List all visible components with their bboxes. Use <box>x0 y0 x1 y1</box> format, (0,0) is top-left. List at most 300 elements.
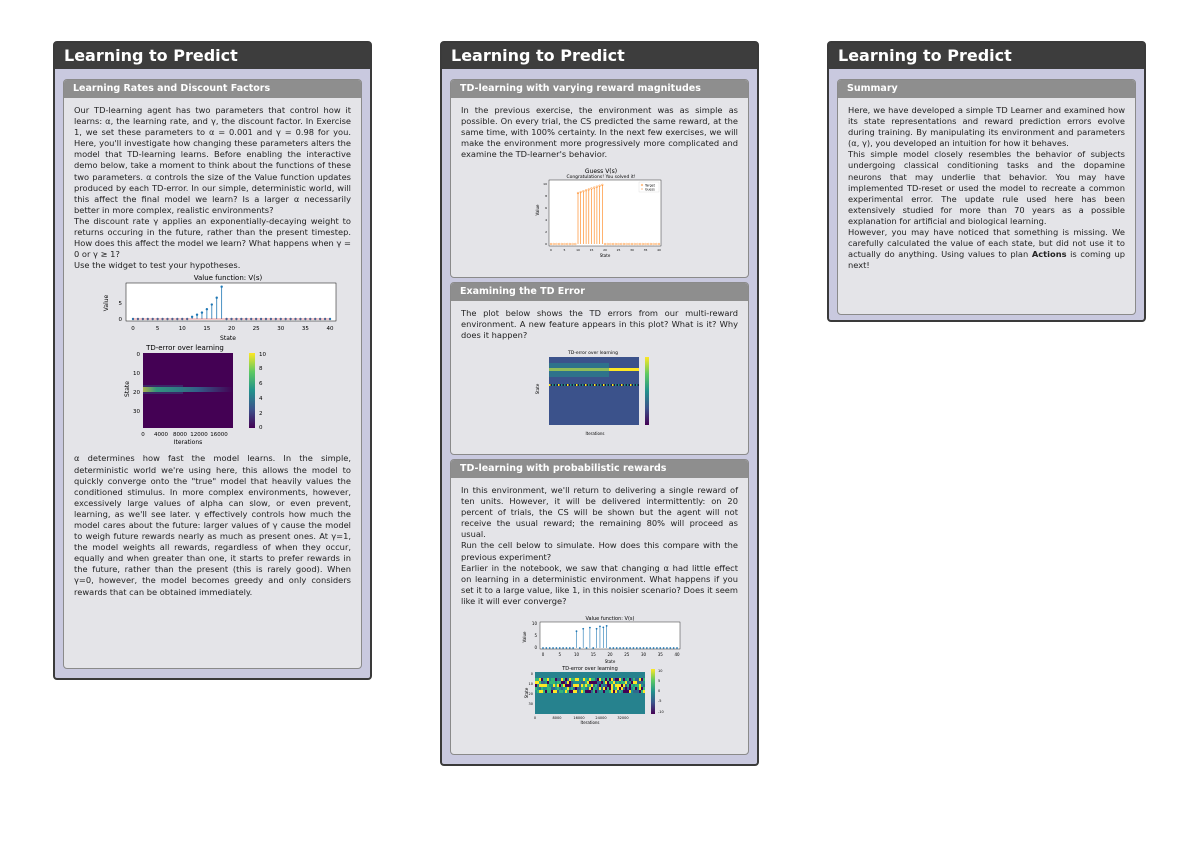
heatmap-cell <box>575 681 577 684</box>
heatmap-cell <box>595 690 597 693</box>
heatmap-cell <box>617 681 619 684</box>
heatmap-cell <box>599 678 601 681</box>
heatmap-cell <box>615 687 617 690</box>
heatmap-cell <box>541 681 543 684</box>
heatmap-cell <box>563 684 565 687</box>
box-title: Learning Rates and Discount Factors <box>64 80 361 98</box>
x-axis-label: Iterations <box>173 439 202 447</box>
heatmap-cell <box>535 684 537 687</box>
td-error-multi-figure <box>535 349 665 437</box>
heatmap-dash <box>606 384 608 386</box>
heatmap-cell <box>637 684 639 687</box>
heatmap-cell <box>591 690 593 693</box>
heatmap-dash <box>630 384 632 386</box>
heatmap-cell <box>551 678 553 681</box>
heatmap-cell <box>625 684 627 687</box>
box-title: TD-learning with probabilistic rewards <box>451 460 748 478</box>
heatmap-cell <box>605 687 607 690</box>
value-marker <box>645 647 647 649</box>
value-marker <box>662 647 664 649</box>
heatmap-cell <box>613 678 615 681</box>
heatmap-cell <box>601 687 603 690</box>
heatmap-cell <box>589 684 591 687</box>
heatmap-cell <box>599 690 601 693</box>
x-tick: 35 <box>643 248 647 253</box>
heatmap-cell <box>607 690 609 693</box>
colorbar <box>249 353 255 428</box>
paragraph-text: However, you may have noticed that something is missing. We carefully calculated the value of each state, but did not use it to actually do anything. Using values to plan <box>848 227 1125 260</box>
heatmap-cell <box>581 690 583 693</box>
value-marker <box>548 647 550 649</box>
y-tick: 0 <box>118 317 122 324</box>
heatmap-dash <box>627 384 629 386</box>
heatmap-cell <box>559 690 561 693</box>
value-marker <box>672 647 674 649</box>
heatmap-cell <box>579 687 581 690</box>
heatmap-cell <box>537 681 539 684</box>
heatmap-cell <box>633 678 635 681</box>
value-marker <box>639 647 641 649</box>
x-tick: 5 <box>557 652 561 658</box>
x-tick: 20 <box>227 326 235 333</box>
heatmap-cell <box>559 684 561 687</box>
heatmap-glow <box>143 385 183 394</box>
heatmap-cell <box>535 681 537 684</box>
heatmap-cell <box>591 684 593 687</box>
heatmap-dash <box>585 384 587 386</box>
heatmap-cell <box>539 684 541 687</box>
x-tick: 15 <box>590 652 596 658</box>
x-tick: 10 <box>573 652 579 658</box>
heatmap-dash <box>573 384 575 386</box>
heatmap-band-glow <box>549 363 609 377</box>
heatmap-cell <box>593 681 595 684</box>
colorbar-tick: -10 <box>657 710 664 715</box>
heatmap-cell <box>611 678 613 681</box>
heatmap-cell <box>593 678 595 681</box>
heatmap-cell <box>583 684 585 687</box>
column-1 <box>53 41 372 680</box>
heatmap-dash <box>561 384 563 386</box>
heatmap-cell <box>597 678 599 681</box>
heatmap-cell <box>625 690 627 693</box>
heatmap-cell <box>643 678 645 681</box>
heatmap-cell <box>629 681 631 684</box>
heatmap-dash <box>633 384 635 386</box>
heatmap-cell <box>617 687 619 690</box>
heatmap-cell <box>597 687 599 690</box>
heatmap-cell <box>563 687 565 690</box>
heatmap-cell <box>571 678 573 681</box>
heatmap-cell <box>641 681 643 684</box>
value-marker <box>552 647 554 649</box>
heatmap-cell <box>587 678 589 681</box>
value-marker <box>542 647 544 649</box>
value-marker <box>555 647 557 649</box>
paragraph: In the previous exercise, the environment was as simple as possible. On every trial, the CS predicted the same reward, at the same time, with 100% certainty. In the next few exercises, we will make the environment more progressively more complicated and examine the TD-learner's behavior. <box>461 105 738 160</box>
paragraph: Use the widget to test your hypotheses. <box>74 260 241 271</box>
heatmap-cell <box>581 687 583 690</box>
heatmap-cell <box>559 678 561 681</box>
value-marker <box>619 647 621 649</box>
heatmap-cell <box>631 687 633 690</box>
heatmap-cell <box>625 681 627 684</box>
x-tick: 10 <box>178 326 186 333</box>
heatmap-cell <box>637 681 639 684</box>
heatmap-cell <box>641 678 643 681</box>
heatmap-cell <box>547 678 549 681</box>
heatmap-cell <box>591 687 593 690</box>
heatmap-dash <box>594 384 596 386</box>
heatmap-dash <box>549 384 551 386</box>
heatmap-cell <box>543 678 545 681</box>
heatmap-cell <box>547 681 549 684</box>
paragraph-tail: is coming up next! <box>848 249 1125 271</box>
colorbar-tick: 2 <box>258 411 262 418</box>
heatmap-cell <box>551 684 553 687</box>
value-marker <box>609 647 611 649</box>
heatmap-cell <box>615 678 617 681</box>
heatmap-cell <box>553 687 555 690</box>
x-tick: 16000 <box>209 432 228 439</box>
value-marker <box>625 647 627 649</box>
value-marker <box>205 308 207 310</box>
value-marker <box>575 630 577 632</box>
x-tick: 25 <box>616 248 620 253</box>
heatmap-cell <box>571 690 573 693</box>
x-tick: 40 <box>326 326 333 333</box>
bold-word: Actions <box>1031 249 1067 260</box>
heatmap-cell <box>619 687 621 690</box>
figure-title: Value function: V(s) <box>585 616 634 623</box>
value-marker <box>622 647 624 649</box>
heatmap-cell <box>585 681 587 684</box>
x-tick: 32000 <box>616 716 629 721</box>
colorbar-tick: -5 <box>657 699 661 704</box>
heatmap-cell <box>621 681 623 684</box>
x-tick: 40 <box>656 248 661 253</box>
heatmap-cell <box>559 681 561 684</box>
heatmap-dash <box>582 384 584 386</box>
y-tick: 20 <box>132 390 140 397</box>
x-tick: 8000 <box>552 716 561 721</box>
column-title: Learning to Predict <box>442 43 757 69</box>
x-tick: 15 <box>202 326 210 333</box>
paragraph: Run the cell below to simulate. How does this compare with the previous experiment? <box>461 540 738 562</box>
probabilistic-reward-box <box>450 459 749 755</box>
value-marker <box>578 647 580 649</box>
heatmap-cell <box>561 678 563 681</box>
td-error-box <box>450 282 749 455</box>
heatmap-cell <box>641 690 643 693</box>
value-marker <box>200 312 202 314</box>
heatmap-cell <box>609 690 611 693</box>
heatmap-cell <box>625 678 627 681</box>
x-tick: 35 <box>301 326 309 333</box>
figure-subtitle: Congratulations! You solved it! <box>565 175 636 181</box>
x-tick: 0 <box>549 248 552 253</box>
heatmap-cell <box>595 687 597 690</box>
heatmap-cell <box>583 681 585 684</box>
heatmap-cell <box>629 678 631 681</box>
heatmap-dash <box>636 384 638 386</box>
heatmap-dash <box>558 384 560 386</box>
column-3 <box>827 41 1146 322</box>
x-tick: 4000 <box>153 432 168 439</box>
colorbar-tick: 5 <box>657 679 660 684</box>
heatmap-cell <box>623 684 625 687</box>
heatmap-cell <box>619 681 621 684</box>
value-marker <box>599 626 601 628</box>
heatmap-cell <box>597 690 599 693</box>
heatmap-cell <box>619 690 621 693</box>
heatmap-cell <box>567 687 569 690</box>
heatmap-cell <box>607 684 609 687</box>
heatmap-cell <box>575 687 577 690</box>
value-marker <box>592 647 594 649</box>
heatmap-cell <box>569 687 571 690</box>
x-axis-label: Iterations <box>579 720 600 726</box>
y-tick: 5 <box>533 633 537 639</box>
heatmap-cell <box>603 678 605 681</box>
heatmap-cell <box>635 681 637 684</box>
heatmap-cell <box>539 681 541 684</box>
y-tick: 5 <box>118 301 122 308</box>
heatmap-cell <box>615 684 617 687</box>
heatmap-dash <box>570 384 572 386</box>
heatmap-cell <box>633 684 635 687</box>
y-tick: 30 <box>132 409 140 416</box>
heatmap-cell <box>551 687 553 690</box>
legend-label: Guess <box>644 187 655 192</box>
heatmap-cell <box>597 684 599 687</box>
figure-title: TD-error over learning <box>145 344 224 353</box>
heatmap-cell <box>583 678 585 681</box>
heatmap-cell <box>607 678 609 681</box>
column-2 <box>440 41 759 766</box>
heatmap-cell <box>545 681 547 684</box>
heatmap-cell <box>627 678 629 681</box>
box-title: Summary <box>838 80 1135 98</box>
heatmap-cell <box>611 687 613 690</box>
heatmap-cell <box>549 678 551 681</box>
heatmap-cell <box>577 687 579 690</box>
heatmap-cell <box>579 678 581 681</box>
heatmap-cell <box>605 678 607 681</box>
heatmap-cell <box>601 684 603 687</box>
heatmap-cell <box>549 681 551 684</box>
heatmap-cell <box>547 687 549 690</box>
x-tick: 30 <box>629 248 634 253</box>
heatmap-cell <box>559 687 561 690</box>
heatmap-cell <box>605 690 607 693</box>
heatmap-dash <box>615 384 617 386</box>
heatmap-cell <box>571 684 573 687</box>
heatmap-cell <box>589 681 591 684</box>
heatmap-cell <box>595 678 597 681</box>
paragraph: Our TD-learning agent has two parameters that control how it learns: α, the learning rate, and γ, the discount factor. In Exercise 1, we set these parameters to α = 0.001 and γ = 0.98 for you. Here, you'll investigate how changing these parameters alters the model that TD-learning learns. Before enabling the interactive demo below, take a moment to think about the functions of these two parameters. α controls the size of the Value function updates produced by each TD-error. In our simple, deterministic world, will this affect the final model we learn? Is a larger α necessarily better in more complex, realistic environments? <box>74 105 351 215</box>
heatmap-dash <box>588 384 590 386</box>
x-tick: 15 <box>589 248 593 253</box>
heatmap-cell <box>535 678 537 681</box>
heatmap-cell <box>553 678 555 681</box>
heatmap-cell <box>643 687 645 690</box>
heatmap-cell <box>571 687 573 690</box>
heatmap-cell <box>593 687 595 690</box>
figure-title: Value function: V(s) <box>193 274 262 283</box>
heatmap-cell <box>575 684 577 687</box>
heatmap-cell <box>567 690 569 693</box>
y-axis-label: State <box>523 687 529 699</box>
heatmap-cell <box>545 690 547 693</box>
heatmap-cell <box>623 678 625 681</box>
value-marker <box>568 647 570 649</box>
figure-title: Guess V(s) <box>584 168 617 176</box>
heatmap-dash <box>579 384 581 386</box>
heatmap-cell <box>569 681 571 684</box>
heatmap-cell <box>635 690 637 693</box>
heatmap-cell <box>557 684 559 687</box>
heatmap-cell <box>587 690 589 693</box>
heatmap-cell <box>537 690 539 693</box>
td-error-heatmap-figure <box>123 343 303 447</box>
y-tick: 10 <box>531 621 537 627</box>
heatmap-cell <box>569 678 571 681</box>
paragraph <box>848 227 1125 271</box>
heatmap-cell <box>633 687 635 690</box>
paragraph: Earlier in the notebook, we saw that changing α had little effect on learning in a deterministic environment. What happens if you set it to a large value, like 1, in this noisier scenario? Does it seem like it will ever converge? <box>461 562 738 606</box>
heatmap-cell <box>643 690 645 693</box>
paragraph: The plot below shows the TD errors from our multi-reward environment. A new feature appears in this plot? What is it? Why does it happen? <box>461 308 738 341</box>
heatmap-cell <box>619 684 621 687</box>
heatmap-cell <box>549 690 551 693</box>
paragraph: This simple model closely resembles the behavior of subjects undergoing classical conditioning tasks and the dopamine neurons that may underlie that behavior. You may have implemented TD-reset or used the model to recreate a common experimental error. The update rule used here has been extensively studied for more than 70 years as a possible explanation for artificial and biological learning. <box>848 149 1125 226</box>
value-marker <box>210 304 212 306</box>
heatmap-cell <box>623 690 625 693</box>
y-axis-label: State <box>534 383 540 395</box>
heatmap-cell <box>541 687 543 690</box>
x-tick: 25 <box>623 652 629 658</box>
heatmap-cell <box>563 690 565 693</box>
heatmap-cell <box>585 690 587 693</box>
heatmap-cell <box>593 684 595 687</box>
x-axis-label: State <box>599 253 610 259</box>
heatmap-dash <box>597 384 599 386</box>
value-marker <box>676 647 678 649</box>
x-tick: 20 <box>602 248 607 253</box>
paragraph: The discount rate γ applies an exponentially-decaying weight to returns occuring in the future, rather than the present timestep. How does this affect the model we learn? What happens when γ = 0 or γ ≥ 1? <box>74 215 351 260</box>
heatmap-cell <box>603 690 605 693</box>
value-marker <box>558 647 560 649</box>
heatmap-cell <box>539 678 541 681</box>
heatmap-cell <box>555 690 557 693</box>
column-title: Learning to Predict <box>55 43 370 69</box>
heatmap-cell <box>553 684 555 687</box>
value-marker <box>589 627 591 629</box>
y-tick: 0 <box>544 242 547 247</box>
heatmap-cell <box>603 684 605 687</box>
heatmap-cell <box>585 678 587 681</box>
figure-title: TD-error over learning <box>561 666 618 673</box>
heatmap-cell <box>565 684 567 687</box>
y-tick: 10 <box>528 682 533 687</box>
heatmap-cell <box>611 681 613 684</box>
heatmap-cell <box>545 684 547 687</box>
heatmap-cell <box>627 684 629 687</box>
heatmap-cell <box>569 690 571 693</box>
y-tick: 0 <box>136 352 140 359</box>
colorbar <box>651 669 655 714</box>
y-axis-label: State <box>123 381 131 398</box>
value-marker <box>545 647 547 649</box>
heatmap-cell <box>601 678 603 681</box>
heatmap-cell <box>609 681 611 684</box>
heatmap-cell <box>549 687 551 690</box>
heatmap-cell <box>615 681 617 684</box>
y-axis-label: Value <box>534 204 540 216</box>
heatmap-cell <box>613 687 615 690</box>
x-tick: 25 <box>252 326 260 333</box>
heatmap-dash <box>600 384 602 386</box>
heatmap-cell <box>579 690 581 693</box>
heatmap-cell <box>581 681 583 684</box>
heatmap-cell <box>605 684 607 687</box>
heatmap-cell <box>577 690 579 693</box>
heatmap-cell <box>609 678 611 681</box>
y-tick: 4 <box>544 218 547 223</box>
heatmap-cell <box>575 678 577 681</box>
heatmap-cell <box>579 681 581 684</box>
heatmap-cell <box>631 690 633 693</box>
value-marker <box>595 628 597 630</box>
heatmap-cell <box>587 681 589 684</box>
heatmap-cell <box>547 684 549 687</box>
heatmap-dash <box>567 384 569 386</box>
heatmap-cell <box>581 678 583 681</box>
heatmap-cell <box>599 687 601 690</box>
heatmap-cell <box>599 684 601 687</box>
heatmap-cell <box>583 687 585 690</box>
heatmap-cell <box>573 687 575 690</box>
y-tick: 30 <box>528 702 533 707</box>
heatmap-cell <box>605 681 607 684</box>
x-tick: 5 <box>563 248 565 253</box>
heatmap-cell <box>555 681 557 684</box>
heatmap-dash <box>591 384 593 386</box>
y-tick: 10 <box>542 182 547 187</box>
value-marker <box>195 314 197 316</box>
heatmap-cell <box>639 690 641 693</box>
heatmap-cell <box>615 690 617 693</box>
value-marker <box>562 647 564 649</box>
heatmap-cell <box>587 687 589 690</box>
heatmap-cell <box>621 684 623 687</box>
value-marker <box>612 647 614 649</box>
heatmap-dash <box>624 384 626 386</box>
heatmap-cell <box>631 684 633 687</box>
value-marker <box>666 647 668 649</box>
heatmap-dash <box>564 384 566 386</box>
heatmap-cell <box>579 684 581 687</box>
heatmap-cell <box>583 690 585 693</box>
heatmap-cell <box>603 687 605 690</box>
heatmap-dash <box>621 384 623 386</box>
colorbar-tick: 0 <box>657 689 660 694</box>
heatmap-cell <box>575 690 577 693</box>
x-tick: 30 <box>640 652 646 658</box>
x-tick: 12000 <box>189 432 208 439</box>
heatmap-cell <box>577 684 579 687</box>
